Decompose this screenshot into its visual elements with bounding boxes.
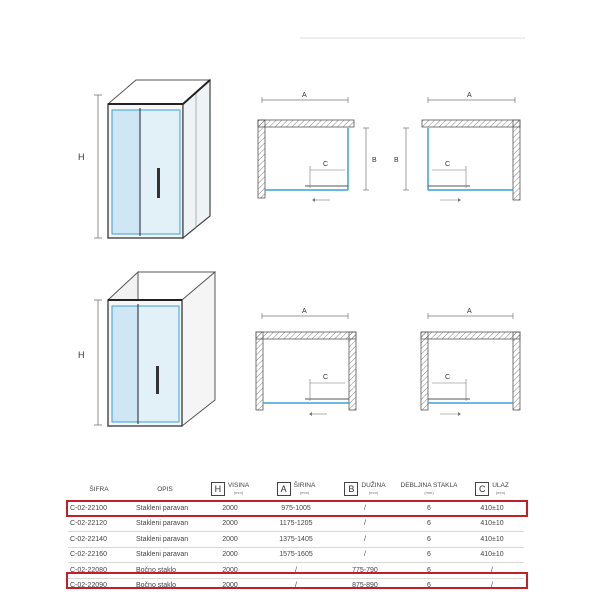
cell-debljina: 6 [398, 547, 460, 563]
cell-opis: Stakleni paravan [130, 501, 200, 517]
cell-visina: 2000 [200, 516, 260, 532]
table-row [68, 563, 524, 579]
cell-visina: 2000 [200, 532, 260, 548]
b-box-icon: B [344, 482, 358, 496]
a-box-icon: A [277, 482, 291, 496]
cell-sirina: / [260, 563, 332, 579]
cell-sifra: C-02-22090 [68, 578, 130, 593]
cell-sifra: C-02-22120 [68, 516, 130, 532]
cell-sirina: 1375-1405 [260, 532, 332, 548]
label-h-bottom: H [78, 350, 85, 360]
col-sirina: A ŠIRINA (mm) [260, 478, 332, 501]
table-row [68, 578, 524, 593]
table-row [68, 547, 524, 563]
cell-sifra: C-02-22080 [68, 563, 130, 579]
cell-debljina: 6 [398, 516, 460, 532]
cell-visina: 2000 [200, 578, 260, 593]
col-visina: H VISINA (mm) [200, 478, 260, 501]
c-box-icon: C [475, 482, 489, 496]
cell-ulaz: 410±10 [460, 501, 524, 517]
niche-enclosure-3d [78, 272, 215, 426]
label-a-2: A [467, 92, 472, 99]
cell-opis: Bočno staklo [130, 563, 200, 579]
cell-sirina: 975-1005 [260, 501, 332, 517]
col-opis: OPIS [157, 485, 173, 493]
label-c-4: C [445, 374, 451, 381]
cell-duzina: 775-790 [332, 563, 398, 579]
cell-sirina: / [260, 578, 332, 593]
cell-opis: Stakleni paravan [130, 532, 200, 548]
table-row [68, 501, 524, 517]
label-c-1: C [323, 161, 329, 168]
cell-duzina: / [332, 516, 398, 532]
h-box-icon: H [211, 482, 225, 496]
cell-opis: Bočno staklo [130, 578, 200, 593]
corner-top-view-a [258, 92, 377, 202]
label-c-2: C [445, 161, 451, 168]
cell-debljina: 6 [398, 532, 460, 548]
col-debljina: DEBLJINA STAKLA (mm) [400, 482, 458, 495]
table-header-row [68, 478, 524, 501]
table-row [68, 516, 524, 532]
label-b-1: B [372, 157, 377, 164]
spec-table [68, 478, 524, 593]
cell-ulaz: / [460, 563, 524, 579]
cell-visina: 2000 [200, 563, 260, 579]
cell-sifra: C-02-22140 [68, 532, 130, 548]
label-a-4: A [467, 308, 472, 315]
cell-duzina: / [332, 501, 398, 517]
cell-sifra: C-02-22100 [68, 501, 130, 517]
cell-sirina: 1175-1205 [260, 516, 332, 532]
niche-top-view-a [256, 308, 356, 416]
cell-ulaz: / [460, 578, 524, 593]
cell-visina: 2000 [200, 547, 260, 563]
col-duzina: B DUŽINA (mm) [332, 478, 398, 501]
cell-debljina: 6 [398, 563, 460, 579]
label-a-3: A [302, 308, 307, 315]
cell-ulaz: 410±10 [460, 516, 524, 532]
cell-debljina: 6 [398, 501, 460, 517]
cell-ulaz: 410±10 [460, 547, 524, 563]
cell-ulaz: 410±10 [460, 532, 524, 548]
label-a-1: A [302, 92, 307, 99]
label-h-top: H [78, 152, 85, 162]
corner-enclosure-3d [78, 80, 210, 238]
label-b-2: B [394, 157, 399, 164]
cell-visina: 2000 [200, 501, 260, 517]
label-c-3: C [323, 374, 329, 381]
niche-top-view-b [421, 308, 520, 416]
cell-debljina: 6 [398, 578, 460, 593]
cell-sifra: C-02-22160 [68, 547, 130, 563]
cell-sirina: 1575-1605 [260, 547, 332, 563]
table-row [68, 532, 524, 548]
cell-opis: Stakleni paravan [130, 547, 200, 563]
col-ulaz: C ULAZ (mm) [460, 478, 524, 501]
col-sifra: ŠIFRA [89, 485, 109, 493]
cell-duzina: 875-890 [332, 578, 398, 593]
cell-duzina: / [332, 532, 398, 548]
cell-opis: Stakleni paravan [130, 516, 200, 532]
corner-top-view-b [394, 92, 520, 202]
cell-duzina: / [332, 547, 398, 563]
